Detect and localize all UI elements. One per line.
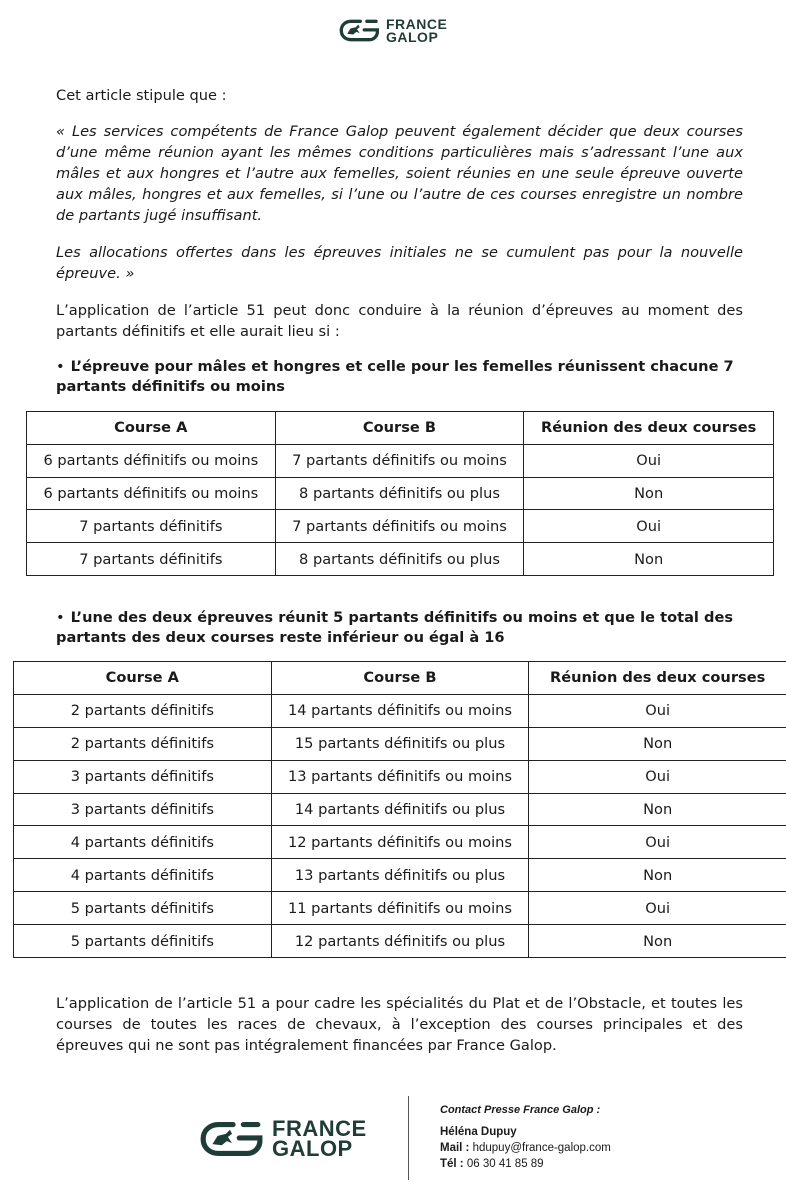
table-cell: Non: [529, 859, 786, 892]
quote-paragraph-1: « Les services compétents de France Galop peuvent également décider que deux courses d’une même réunion ayant les mêmes conditions particulières mais s’adressant l’une aux mâles et aux hongres et l’autre aux femelles, soient réunies en une seule épreuve ouverte aux mâles, hongres et aux femelles, si l’une ou l’autre de ces courses enregistre un nombre de partants jugé insuffisant.: [56, 123, 743, 224]
table-cell: 13 partants définitifs ou plus: [271, 859, 529, 892]
footer-divider: [408, 1096, 409, 1180]
bullet-icon: •: [56, 609, 65, 626]
table-cell: 7 partants définitifs: [27, 543, 276, 576]
column-header: Course A: [27, 412, 276, 445]
mail-label: Mail :: [440, 1142, 470, 1154]
table-section1: [26, 411, 774, 576]
horse-logo-icon: [338, 17, 380, 44]
table-cell: 4 partants définitifs: [14, 826, 272, 859]
logo-wordmark: [386, 15, 448, 45]
contact-mail-line: [440, 1140, 611, 1156]
contact-title: Contact Presse France Galop :: [440, 1104, 601, 1116]
table-row: [14, 793, 786, 826]
table-row: [14, 760, 786, 793]
table-row: [14, 892, 786, 925]
table-cell: Oui: [524, 444, 774, 477]
table-cell: Non: [529, 793, 786, 826]
table-cell: 3 partants définitifs: [14, 760, 272, 793]
table-row: [14, 859, 786, 892]
column-header: Course A: [14, 662, 272, 695]
table-row: [14, 727, 786, 760]
france-galop-logo-top: [338, 17, 447, 44]
section2-heading-text: L’une des deux épreuves réunit 5 partants définitifs ou moins et que le total des partants des deux courses reste inférieur ou égal à 16: [56, 609, 734, 646]
section1-heading-text: L’épreuve pour mâles et hongres et celle pour les femelles réunissent chacune 7 partants définitifs ou moins: [56, 358, 734, 395]
table-cell: 8 partants définitifs ou plus: [275, 477, 524, 510]
table-cell: Oui: [529, 826, 786, 859]
table-section2: [13, 661, 786, 958]
table-header-row: [14, 662, 786, 695]
table-row: [14, 826, 786, 859]
table-cell: 7 partants définitifs: [27, 510, 276, 543]
table-cell: Non: [524, 543, 774, 576]
table-cell: 5 partants définitifs: [14, 925, 272, 958]
table-cell: 6 partants définitifs ou moins: [27, 444, 276, 477]
closing-paragraph: L’application de l’article 51 a pour cadre les spécialités du Plat et de l’Obstacle, et toutes les courses de toutes les races de chevaux, à l’exception des courses principales et des épreuves qui ne sont pas intégralement financées par France Galop.: [56, 995, 743, 1054]
table-row: [27, 477, 774, 510]
logo-wordmark: [272, 1115, 367, 1161]
column-header: Réunion des deux courses: [524, 412, 774, 445]
table-cell: 14 partants définitifs ou plus: [271, 793, 529, 826]
intro-paragraph: Cet article stipule que :: [56, 87, 227, 104]
tel-label: Tél :: [440, 1158, 464, 1170]
table-cell: Oui: [529, 760, 786, 793]
press-contact: [440, 1104, 611, 1172]
table-cell: 5 partants définitifs: [14, 892, 272, 925]
contact-email-link[interactable]: hdupuy@france-galop.com: [472, 1142, 611, 1154]
logo-line2: GALOP: [272, 1136, 353, 1161]
table-cell: 7 partants définitifs ou moins: [275, 444, 524, 477]
table-cell: Non: [524, 477, 774, 510]
table-cell: 15 partants définitifs ou plus: [271, 727, 529, 760]
logo-line2: GALOP: [386, 28, 439, 45]
section2-heading: [56, 608, 746, 648]
table-cell: 13 partants définitifs ou moins: [271, 760, 529, 793]
quote-paragraph-2: Les allocations offertes dans les épreuves initiales ne se cumulent pas pour la nouvelle épreuve. »: [56, 244, 743, 282]
france-galop-logo-footer: [198, 1115, 367, 1161]
table-cell: 2 partants définitifs: [14, 727, 272, 760]
table-cell: 4 partants définitifs: [14, 859, 272, 892]
table-cell: Non: [529, 925, 786, 958]
table-cell: 12 partants définitifs ou plus: [271, 925, 529, 958]
column-header: Course B: [275, 412, 524, 445]
table-row: [27, 510, 774, 543]
table-cell: 2 partants définitifs: [14, 694, 272, 727]
horse-logo-icon: [198, 1118, 264, 1160]
contact-tel-line: [440, 1156, 611, 1172]
column-header: Course B: [271, 662, 529, 695]
logo-line1: FRANCE: [272, 1115, 367, 1141]
table-row: [14, 925, 786, 958]
table-cell: Oui: [529, 694, 786, 727]
table-cell: 8 partants définitifs ou plus: [275, 543, 524, 576]
logo-line1: FRANCE: [386, 15, 448, 32]
table-row: [27, 543, 774, 576]
table-cell: 14 partants définitifs ou moins: [271, 694, 529, 727]
column-header: Réunion des deux courses: [529, 662, 786, 695]
section1-heading: [56, 357, 746, 397]
application-paragraph: L’application de l’article 51 peut donc conduire à la réunion d’épreuves au moment des partants définitifs et elle aurait lieu si :: [56, 302, 743, 340]
table-cell: 7 partants définitifs ou moins: [275, 510, 524, 543]
table-cell: Non: [529, 727, 786, 760]
table-cell: 11 partants définitifs ou moins: [271, 892, 529, 925]
table-cell: Oui: [529, 892, 786, 925]
contact-phone: 06 30 41 85 89: [466, 1158, 544, 1170]
table-cell: 3 partants définitifs: [14, 793, 272, 826]
table-row: [14, 694, 786, 727]
table-row: [27, 444, 774, 477]
table-header-row: [27, 412, 774, 445]
table-cell: 6 partants définitifs ou moins: [27, 477, 276, 510]
bullet-icon: •: [56, 358, 65, 375]
table-cell: Oui: [524, 510, 774, 543]
table-cell: 12 partants définitifs ou moins: [271, 826, 529, 859]
contact-name: Héléna Dupuy: [440, 1126, 517, 1138]
